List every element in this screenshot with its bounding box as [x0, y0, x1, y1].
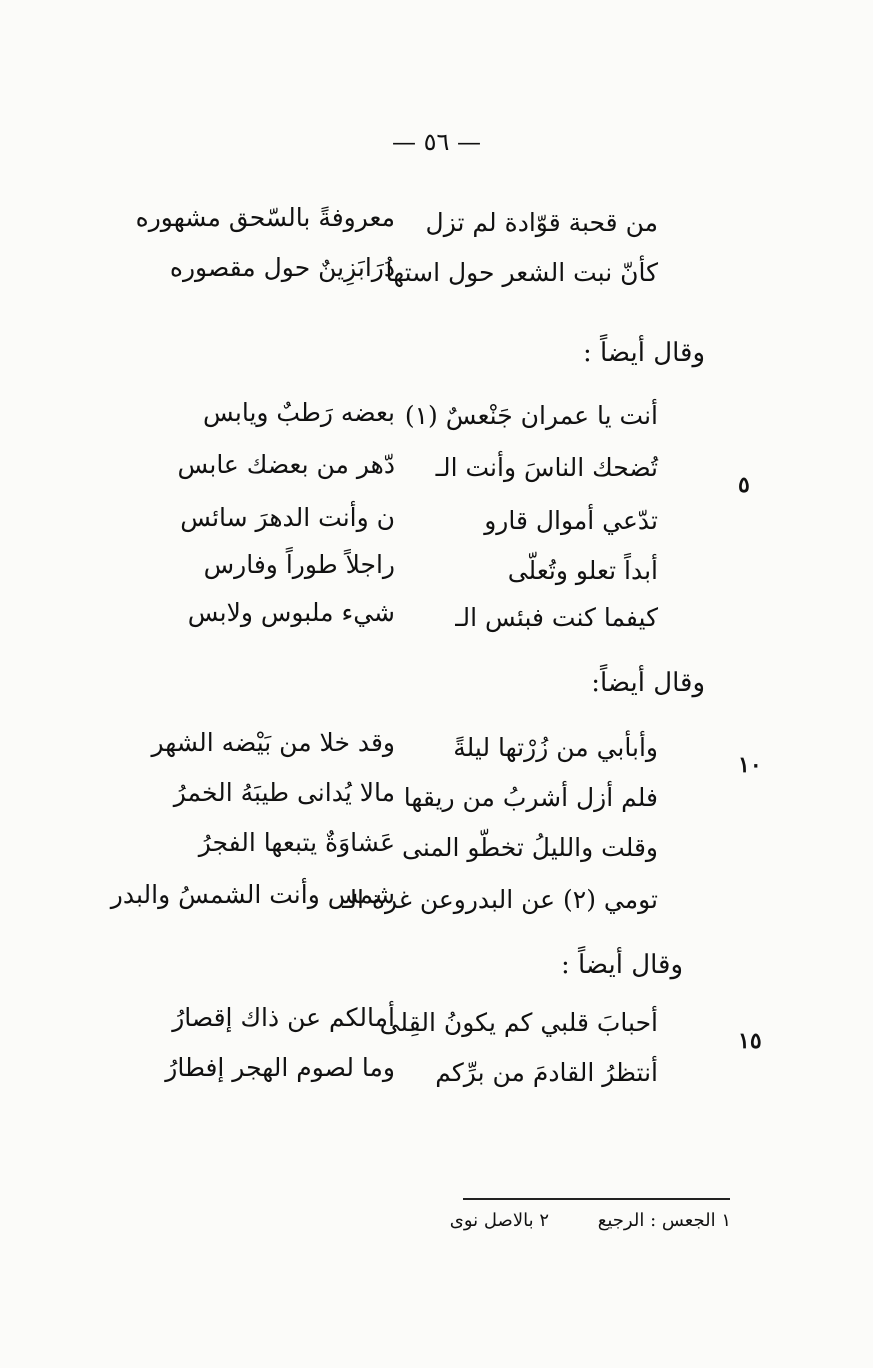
verse-3-first-hemistich: أنت يا عمران جَنْعسٌ (١)	[404, 401, 658, 430]
page-number: — ٥٦ —	[391, 128, 482, 156]
verse-1-second-hemistich: معروفةً بالسّحق مشهوره	[135, 203, 395, 232]
verse-9-first-hemistich: فلم أزل أشربُ من ريقها	[403, 783, 658, 812]
verse-6-first-hemistich: أبداً تعلو وتُعلّى	[507, 556, 658, 585]
verse-1-first-hemistich: من قحبة قوّادة لم تزل	[425, 208, 658, 237]
verse-5-second-hemistich: ن وأنت الدهرَ سائس	[180, 503, 395, 532]
verse-9-second-hemistich: مالا يُدانى طيبَهُ الخمرُ	[173, 778, 395, 807]
verse-13-second-hemistich: وما لصوم الهجر إفطارُ	[165, 1053, 395, 1082]
verse-12-second-hemistich: أمالكم عن ذاك إقصارُ	[172, 1003, 395, 1032]
line-number-10: ١٠	[738, 752, 762, 778]
verse-10-second-hemistich: عَشاوَةٌ يتبعها الفجرُ	[198, 828, 395, 857]
verse-2-first-hemistich: كأنّ نبت الشعر حول استها	[385, 258, 658, 287]
verse-5-first-hemistich: تدّعي أموال قارو	[484, 506, 658, 535]
poem-2-intro: وقال أيضاً :	[582, 338, 705, 368]
verse-11-second-hemistich: شمس وأنت الشمسُ والبدر	[110, 880, 395, 909]
verse-10-first-hemistich: وقلت والليلُ تخطّو المنى	[402, 833, 658, 862]
verse-8-first-hemistich: وأبأبي من زُرْتها ليلةً	[453, 733, 658, 762]
line-number-15: ١٥	[738, 1028, 762, 1054]
footnote-1: ١ الجعس : الرجيع	[597, 1210, 731, 1231]
footnote-2: ٢ بالاصل نوى	[449, 1210, 549, 1231]
verse-8-second-hemistich: وقد خلا من بَيْضه الشهر	[151, 728, 395, 757]
verse-13-first-hemistich: أنتظرُ القادمَ من برِّكم	[435, 1058, 658, 1087]
verse-4-second-hemistich: دّهر من بعضك عابس	[177, 450, 395, 479]
verse-4-first-hemistich: تُضحك الناسَ وأنت الـ	[435, 453, 658, 482]
verse-11-first-hemistich: تومي (٢) عن البدروعن غرة الـ	[342, 885, 658, 914]
verse-2-second-hemistich: دُرَابَزِينٌ حول مقصوره	[169, 253, 395, 282]
verse-7-second-hemistich: شيء ملبوس ولابس	[187, 598, 395, 627]
verse-3-second-hemistich: بعضه رَطبٌ ويابس	[203, 398, 395, 427]
poem-4-intro: وقال أيضاً :	[560, 950, 683, 980]
footnote-rule	[463, 1198, 730, 1200]
poem-3-intro: وقال أيضاً:	[591, 668, 705, 698]
line-number-5: ٥	[738, 472, 750, 498]
verse-12-first-hemistich: أحبابَ قلبي كم يكونُ القِلى	[379, 1008, 658, 1037]
verse-7-first-hemistich: كيفما كنت فبئس الـ	[455, 603, 658, 632]
verse-6-second-hemistich: راجلاً طوراً وفارس	[203, 550, 395, 579]
